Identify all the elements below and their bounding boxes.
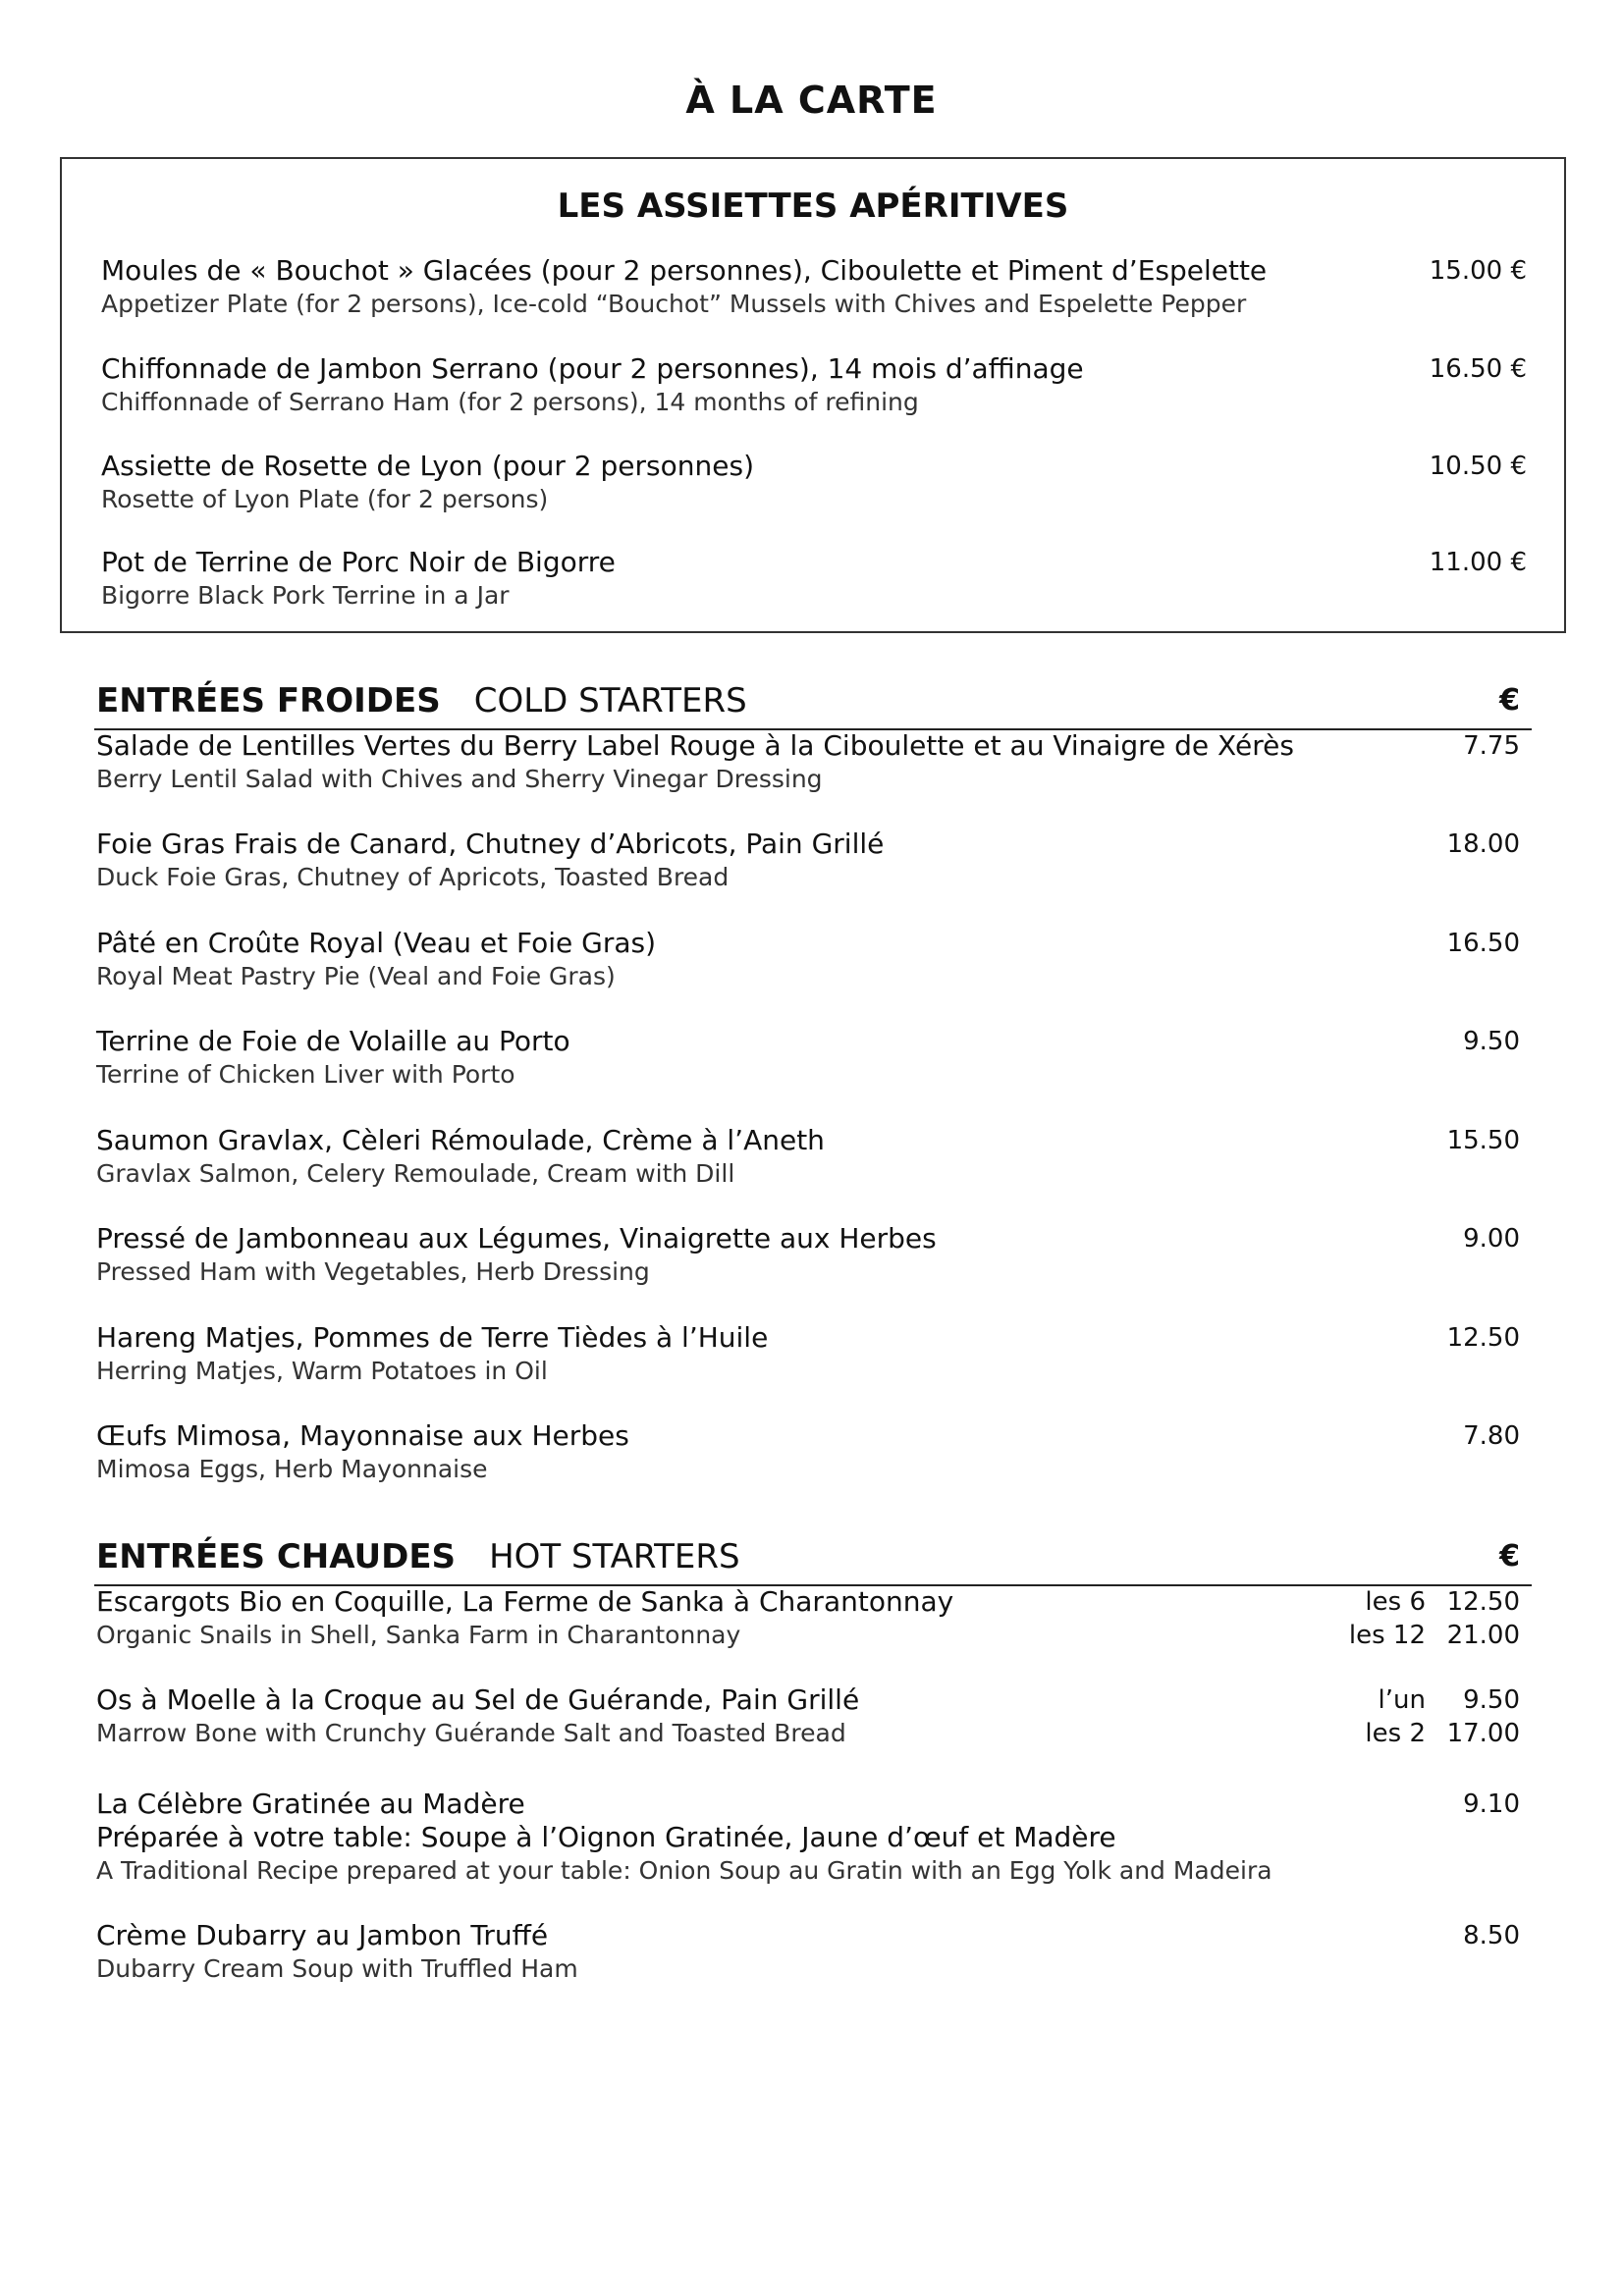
item-name-en: Organic Snails in Shell, Sanka Farm in Charantonnay xyxy=(96,1621,741,1649)
portion-label: les 6 xyxy=(1365,1587,1426,1617)
item-price: 7.75 xyxy=(1463,731,1520,761)
hot-starters-header xyxy=(96,1531,1532,1582)
item-name-en: Rosette of Lyon Plate (for 2 persons) xyxy=(101,485,549,513)
menu-item xyxy=(96,828,1520,894)
menu-item xyxy=(101,352,1527,419)
item-price: 9.00 xyxy=(1463,1224,1520,1254)
item-name-fr: Chiffonnade de Jambon Serrano (pour 2 personnes), 14 mois d’affinage xyxy=(101,352,1084,385)
section-title-fr: ENTRÉES FROIDES xyxy=(96,681,441,721)
menu-item xyxy=(101,254,1527,321)
menu-item xyxy=(96,1124,1520,1191)
portion-label: les 2 xyxy=(1365,1719,1426,1748)
section-title-en: COLD STARTERS xyxy=(473,681,747,721)
aperitives-title: LES ASSIETTES APÉRITIVES xyxy=(557,187,1069,226)
item-name-en: Chiffonnade of Serrano Ham (for 2 persons), 14 months of refining xyxy=(101,388,919,416)
item-name-fr: Hareng Matjes, Pommes de Terre Tièdes à l’Huile xyxy=(96,1321,769,1354)
portion-row xyxy=(1308,1585,1520,1619)
item-price: 16.50 € xyxy=(1429,354,1527,384)
item-price: 8.50 xyxy=(1463,1921,1520,1950)
item-name-fr: Foie Gras Frais de Canard, Chutney d’Abricots, Pain Grillé xyxy=(96,828,885,860)
menu-item xyxy=(96,1419,1520,1486)
item-price: 18.00 xyxy=(1446,829,1520,859)
portion-price: 17.00 xyxy=(1446,1719,1520,1748)
portion-label: les 12 xyxy=(1348,1621,1426,1650)
item-name-en: Terrine of Chicken Liver with Porto xyxy=(96,1060,515,1089)
item-name-en: Gravlax Salmon, Celery Remoulade, Cream with Dill xyxy=(96,1159,735,1188)
item-price: 16.50 xyxy=(1446,929,1520,958)
menu-item xyxy=(96,1788,1520,1888)
item-name-fr: Os à Moelle à la Croque au Sel de Guérande, Pain Grillé xyxy=(96,1683,860,1716)
item-name-en: Berry Lentil Salad with Chives and Sherry Vinegar Dressing xyxy=(96,765,823,793)
menu-item xyxy=(96,1321,1520,1388)
item-name-en: Marrow Bone with Crunchy Guérande Salt and Toasted Bread xyxy=(96,1719,846,1747)
item-name-fr: Moules de « Bouchot » Glacées (pour 2 personnes), Ciboulette et Piment d’Espelette xyxy=(101,254,1268,287)
menu-item xyxy=(96,927,1520,993)
item-price: 10.50 € xyxy=(1429,452,1527,481)
portion-row xyxy=(1308,1683,1520,1717)
cold-starters-header xyxy=(96,675,1532,726)
item-price: 9.10 xyxy=(1463,1789,1520,1819)
item-name-en: A Traditional Recipe prepared at your table: Onion Soup au Gratin with an Egg Yolk and Madeira xyxy=(96,1856,1272,1885)
menu-item xyxy=(96,1919,1520,1986)
aperitives-box xyxy=(60,157,1566,633)
section-title-en: HOT STARTERS xyxy=(489,1537,740,1576)
menu-item xyxy=(96,1025,1520,1092)
item-name-en: Dubarry Cream Soup with Truffled Ham xyxy=(96,1954,578,1983)
item-name-en: Appetizer Plate (for 2 persons), Ice-cold “Bouchot” Mussels with Chives and Espelette Pepper xyxy=(101,290,1247,318)
item-name-fr: Pressé de Jambonneau aux Légumes, Vinaigrette aux Herbes xyxy=(96,1222,937,1255)
item-name-fr: Salade de Lentilles Vertes du Berry Label Rouge à la Ciboulette et au Vinaigre de Xérès xyxy=(96,729,1294,762)
item-name-fr: Œufs Mimosa, Mayonnaise aux Herbes xyxy=(96,1419,629,1452)
menu-item xyxy=(101,450,1527,516)
portion-row xyxy=(1308,1619,1520,1652)
item-name-en: Herring Matjes, Warm Potatoes in Oil xyxy=(96,1357,548,1385)
portion-price: 12.50 xyxy=(1446,1587,1520,1617)
portion-price: 9.50 xyxy=(1463,1685,1520,1715)
item-name-en: Pressed Ham with Vegetables, Herb Dressing xyxy=(96,1257,650,1286)
menu-item xyxy=(96,1585,1520,1652)
item-name-en: Duck Foie Gras, Chutney of Apricots, Toasted Bread xyxy=(96,863,730,891)
currency-label: € xyxy=(1499,1539,1520,1574)
item-price: 11.00 € xyxy=(1429,548,1527,577)
menu-item xyxy=(101,546,1527,613)
item-name-fr: La Célèbre Gratinée au Madère xyxy=(96,1788,525,1820)
item-price: 12.50 xyxy=(1446,1323,1520,1353)
item-name-fr: Escargots Bio en Coquille, La Ferme de Sanka à Charantonnay xyxy=(96,1585,954,1618)
item-name-fr: Assiette de Rosette de Lyon (pour 2 personnes) xyxy=(101,450,754,482)
item-name-en: Royal Meat Pastry Pie (Veal and Foie Gras) xyxy=(96,962,616,990)
portion-prices xyxy=(1308,1585,1520,1652)
item-price: 15.00 € xyxy=(1429,256,1527,286)
portion-price: 21.00 xyxy=(1446,1621,1520,1650)
item-price: 9.50 xyxy=(1463,1027,1520,1056)
item-name-fr: Terrine de Foie de Volaille au Porto xyxy=(96,1025,570,1057)
item-name-fr: Crème Dubarry au Jambon Truffé xyxy=(96,1919,549,1951)
menu-item xyxy=(96,729,1520,796)
item-price: 7.80 xyxy=(1463,1421,1520,1451)
menu-item xyxy=(96,1683,1520,1750)
item-name-fr: Saumon Gravlax, Cèleri Rémoulade, Crème à l’Aneth xyxy=(96,1124,825,1156)
item-price: 15.50 xyxy=(1446,1126,1520,1155)
item-name-fr: Pot de Terrine de Porc Noir de Bigorre xyxy=(101,546,616,578)
item-name-fr: Pâté en Croûte Royal (Veau et Foie Gras) xyxy=(96,927,656,959)
portion-prices xyxy=(1308,1683,1520,1750)
currency-label: € xyxy=(1499,683,1520,718)
section-title-fr: ENTRÉES CHAUDES xyxy=(96,1537,457,1576)
page-title: À LA CARTE xyxy=(685,79,938,122)
portion-label: l’un xyxy=(1378,1685,1426,1715)
item-name-en: Mimosa Eggs, Herb Mayonnaise xyxy=(96,1455,488,1483)
menu-item xyxy=(96,1222,1520,1289)
item-description-fr: Préparée à votre table: Soupe à l’Oignon Gratinée, Jaune d’œuf et Madère xyxy=(96,1821,1116,1853)
portion-row xyxy=(1308,1717,1520,1750)
item-name-en: Bigorre Black Pork Terrine in a Jar xyxy=(101,581,510,610)
